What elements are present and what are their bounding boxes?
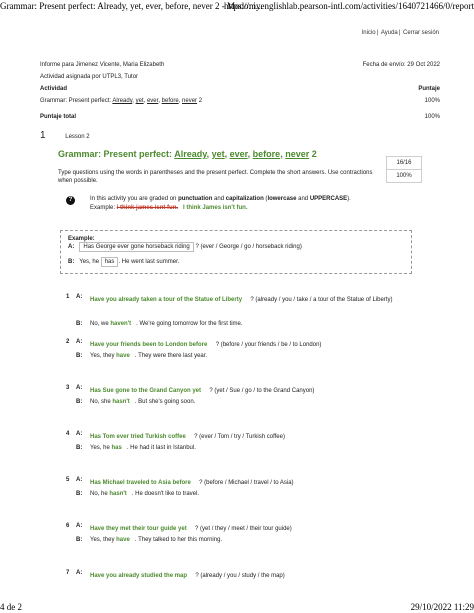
score-header: Puntaje [418,86,440,92]
home-link[interactable]: Inicio [361,30,376,36]
total-score: 100% [424,114,440,120]
answer-b[interactable]: have [116,353,130,359]
answer-a[interactable]: Has Michael traveled to Asia before [90,480,191,486]
print-datetime: 29/10/2022 11:29 [410,602,474,612]
exercise-score: 16/16 [396,160,412,166]
exercise-title: Grammar: Present perfect: Already, yet, ever, before, never 2 [58,149,317,159]
answer-a[interactable]: Has Sue gone to the Grand Canyon yet [90,388,202,394]
lesson-heading [40,130,90,141]
example-answer-a: Has George ever gone horseback riding [79,242,193,252]
answer-a[interactable]: Have they met their tour guide yet [90,526,187,532]
example-answer-b: has [101,257,119,267]
report-meta [40,62,440,126]
wrong-example: i think james isnt fun. [116,204,179,211]
example-box [60,230,412,274]
help-link[interactable]: Ayuda [380,30,398,36]
right-example: I think James isn't fun. [183,204,248,211]
print-page-number: 4 de 2 [0,602,22,612]
answer-b[interactable]: have [116,537,130,543]
answer-a[interactable]: Has Tom ever tried Turkish coffee [90,434,186,440]
logout-link[interactable]: Cerrar sesión [402,30,439,36]
example-line-b: B: Yes, he has . He went last summer. [68,259,180,265]
cue: ? (ever / Tom / try / Turkish coffee) [194,434,285,440]
answer-a[interactable]: Have your friends been to London before [90,342,208,348]
activity-name: Grammar: Present perfect: Already, yet, ever, before, never 2 [40,98,203,104]
instructions: Type questions using the words in parentheses and the present perfect. Complete the short answers. Use contractions when possible. [58,170,373,184]
print-title: Grammar: Present perfect: Already, yet, ever, before, never 2 - Modo: i... [0,1,263,11]
total-label: Puntaje total [40,114,77,120]
assigned-by: Actividad asignada por UTPL3, Tutor [40,74,139,80]
cue: ? (yet / Sue / go / to the Grand Canyon) [209,388,315,394]
cue: ? (already / you / study / the map) [195,573,285,579]
activity-score: 100% [424,98,440,104]
activity-header: Actividad [40,86,68,92]
score-box [386,156,422,183]
answer-a[interactable]: Have you already studied the map [90,573,188,579]
answer-b[interactable]: hasn't [112,399,130,405]
question-icon: ? [66,196,75,205]
lesson-label: Lesson 2 [65,134,90,140]
cue: ? (before / your friends / be / to London) [215,342,322,348]
top-links: Inicio| Ayuda| Cerrar sesión [361,30,439,36]
cue: ? (already / you / take / a tour of the Statue of Liberty) [250,297,393,303]
answer-b[interactable]: hasn't [109,491,127,497]
answer-b[interactable]: has [111,445,122,451]
submit-date: Fecha de envío: 29 Oct 2022 [362,62,440,68]
lesson-number: 1 [40,130,46,141]
example-line-a: A: Has George ever gone horseback riding ? (ever / George / go / horseback riding) [68,244,302,250]
cue: ? (yet / they / meet / their tour guide) [195,526,292,532]
report-for: Informe para Jimenez Vicente, Maria Elizabeth [40,62,165,68]
print-url: https://myenglishlab.pearson-intl.com/activities/1640721466/0/report [224,1,474,11]
print-footer [0,601,474,613]
cue: ? (before / Michael / travel / to Asia) [199,480,294,486]
exercise-percent: 100% [387,169,421,182]
answer-a[interactable]: Have you already taken a tour of the Statue of Liberty [90,297,243,303]
answer-b[interactable]: haven't [110,321,132,327]
example-label: Example: [68,236,95,242]
info-example-label: Example: [90,204,116,211]
example-cue: ? (ever / George / go / horseback riding) [195,244,302,250]
print-header [0,0,474,14]
info-text: In this activity you are graded on punctuation and capitalization (lowercase and UPPERCASE). [90,196,351,202]
